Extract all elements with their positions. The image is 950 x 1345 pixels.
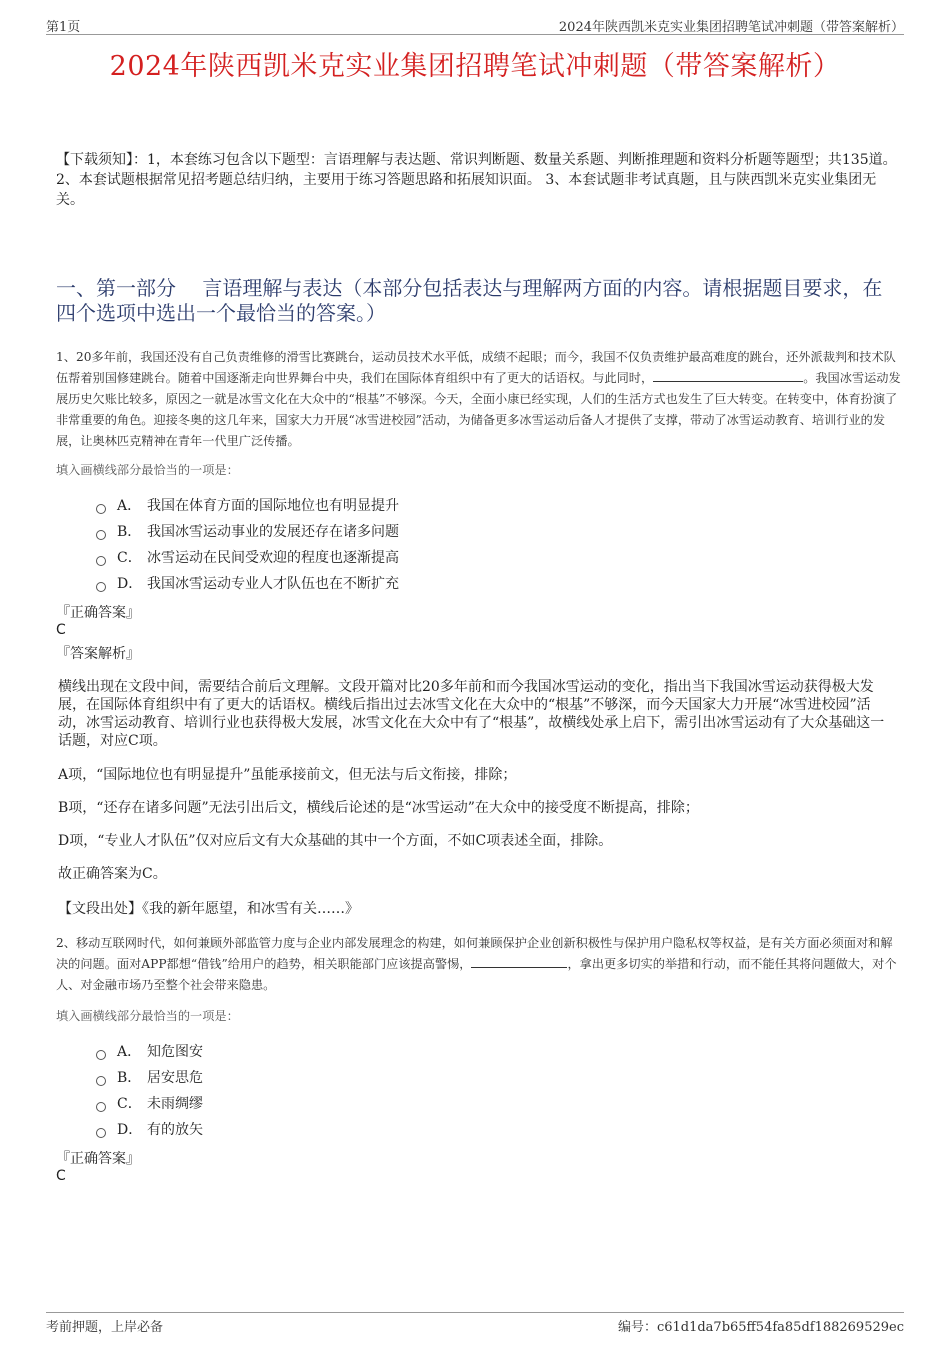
page-number: 第1页 <box>46 20 81 35</box>
question-1-prompt: 填入画横线部分最恰当的一项是： <box>56 463 239 477</box>
option-a[interactable]: A． 知危图安 <box>96 1039 203 1065</box>
radio-button[interactable] <box>96 1128 106 1138</box>
option-a[interactable]: A． 我国在体育方面的国际地位也有明显提升 <box>96 493 399 519</box>
analysis-paragraph: B项，“还存在诸多问题”无法引出后文，横线后论述的是“冰雪运动”在大众中的接受度不断提高，排除； <box>58 800 699 816</box>
question-1-options <box>96 493 399 597</box>
option-b[interactable]: B． 我国冰雪运动事业的发展还存在诸多问题 <box>96 519 399 545</box>
option-d[interactable]: D． 有的放矢 <box>96 1117 203 1143</box>
page-footer <box>46 1312 904 1333</box>
correct-answer: C <box>56 1168 66 1184</box>
page-header <box>46 14 904 35</box>
analysis-paragraph: D项，“专业人才队伍”仅对应后文有大众基础的其中一个方面，不如C项表述全面，排除。 <box>58 833 613 849</box>
option-b[interactable]: B． 居安思危 <box>96 1065 203 1091</box>
analysis-paragraph: A项，“国际地位也有明显提升”虽能承接前文，但无法与后文衔接，排除； <box>58 767 517 783</box>
passage-source: 【文段出处】《我的新年愿望，和冰雪有关……》 <box>58 901 359 917</box>
question-2-stem <box>56 933 901 996</box>
question-1-text-b: 。我国冰雪运动发展历史欠账比较多，原因之一就是冰雪文化在大众中的“根基”不够深。今天，全面小康已经实现，人们的生活方式也发生了巨大转变。在转变中，体育扮演了非常重要的角色。迎接冬奥的这几年来，国家大力开展“冰雪进校园”活动，为储备更多冰雪运动后备人才提供了支撑，带动了冰雪运动教育、培训行业的发展，让奥林匹克精神在青年一代里广泛传播。 <box>56 371 901 448</box>
question-1-stem <box>56 347 901 452</box>
option-d[interactable]: D． 我国冰雪运动专业人才队伍也在不断扩充 <box>96 571 399 597</box>
correct-answer: C <box>56 622 66 638</box>
question-1-text-a: 1、20多年前，我国还没有自己负责维修的滑雪比赛跳台，运动员技术水平低，成绩不起眼；而今，我国不仅负责维护最高难度的跳台，还外派裁判和技术队伍帮着别国修建跳台。随着中国逐渐走向世界舞台中央，我们在国际体育组织中有了更大的话语权。与此同时， <box>56 350 896 385</box>
correct-answer-label: 『正确答案』 <box>56 605 140 621</box>
analysis-paragraph: 故正确答案为C。 <box>58 866 167 882</box>
question-2-text-b: ，拿出更多切实的举措和行动，而不能任其将问题做大，对个人、对金融市场乃至整个社会带来隐患。 <box>56 957 897 992</box>
radio-button[interactable] <box>96 1102 106 1112</box>
section-heading: 一、第一部分 言语理解与表达（本部分包括表达与理解两方面的内容。请根据题目要求，在四个选项中选出一个最恰当的答案。） <box>56 276 883 325</box>
radio-button[interactable] <box>96 582 106 592</box>
correct-answer-label: 『正确答案』 <box>56 1151 140 1167</box>
radio-button[interactable] <box>96 1076 106 1086</box>
answer-blank <box>653 369 803 382</box>
footer-slogan: 考前押题，上岸必备 <box>46 1320 164 1335</box>
question-2-options <box>96 1039 203 1143</box>
radio-button[interactable] <box>96 1050 106 1060</box>
radio-button[interactable] <box>96 504 106 514</box>
document-title: 2024年陕西凯米克实业集团招聘笔试冲刺题（带答案解析） <box>109 51 841 82</box>
question-2-prompt: 填入画横线部分最恰当的一项是： <box>56 1009 239 1023</box>
download-notice: 【下载须知】：1，本套练习包含以下题型：言语理解与表达题、常识判断题、数量关系题、判断推理题和资料分析题等题型；共135道。 2、本套试题根据常见招考题总结归纳，主要用于练习答题思路和拓展知识面。 3、本套试题非考试真题，且与陕西凯米克实业集团无关。 <box>56 152 897 208</box>
option-c[interactable]: C． 未雨绸缪 <box>96 1091 203 1117</box>
question-2-text-a: 2、移动互联网时代，如何兼顾外部监管力度与企业内部发展理念的构建，如何兼顾保护企业创新积极性与保护用户隐私权等权益，是有关方面必须面对和解决的问题。面对APP都想“借钱”给用户的趋势，相关职能部门应该提高警惕， <box>56 936 893 971</box>
analysis-paragraph: 横线出现在文段中间，需要结合前后文理解。文段开篇对比20多年前和而今我国冰雪运动的变化，指出当下我国冰雪运动获得极大发展，在国际体育组织中有了更大的话语权。横线后指出过去冰雪文化在大众中的“根基”不够深，而今天国家大力开展“冰雪进校园”活动，冰雪运动教育、培训行业也获得极大发展，冰雪文化在大众中有了“根基”，故横线处承上启下，需引出冰雪运动有了大众基础这一话题，对应C项。 <box>58 679 885 749</box>
option-c[interactable]: C． 冰雪运动在民间受欢迎的程度也逐渐提高 <box>96 545 399 571</box>
analysis-label: 『答案解析』 <box>56 646 140 662</box>
radio-button[interactable] <box>96 556 106 566</box>
radio-button[interactable] <box>96 530 106 540</box>
footer-doc-id: 编号：c61d1da7b65ff54fa85df188269529ec <box>617 1320 904 1335</box>
header-doc-title: 2024年陕西凯米克实业集团招聘笔试冲刺题（带答案解析） <box>558 20 904 35</box>
answer-blank <box>471 955 567 968</box>
